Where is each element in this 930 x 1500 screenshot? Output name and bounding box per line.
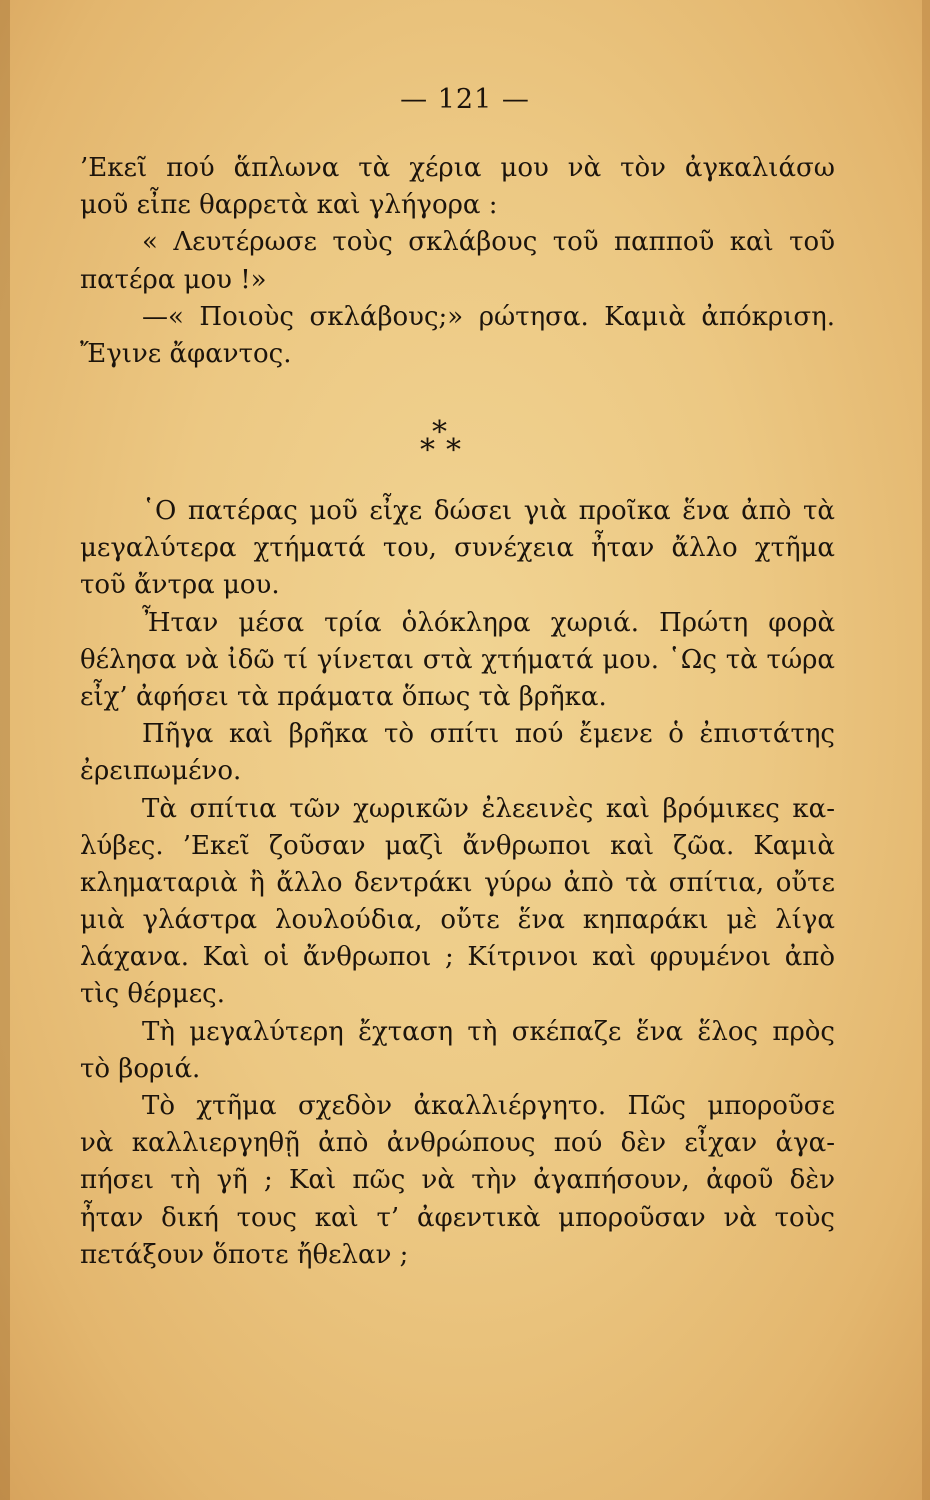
text-line: Πῆγα καὶ βρῆκα τὸ σπίτι πού ἔμενε ὁ ἐπιστάτης — [142, 719, 835, 750]
text-line: Τὴ μεγαλύτερη ἔχταση τὴ σκέπαζε ἕνα ἕλος πρὸς — [142, 1016, 835, 1047]
text-line: τὸ βοριά. — [80, 1053, 201, 1084]
text-line: « Λευτέρωσε τοὺς σκλάβους τοῦ παπποῦ καὶ τοῦ — [142, 227, 835, 258]
text-line: ῾Ο πατέρας μοῦ εἶχε δώσει γιὰ προῖκα ἕνα ἀπὸ τὰ — [142, 496, 835, 526]
asterism-star: * — [446, 433, 461, 468]
text-line: πήσει τὴ γῆ ; Καὶ πῶς νὰ τὴν ἀγαπήσουν, ἀφοῦ δὲν — [80, 1165, 835, 1196]
section-separator — [420, 415, 461, 468]
text-line: Τὰ σπίτια τῶν χωρικῶν ἐλεεινὲς καὶ βρόμικες κα- — [142, 793, 835, 824]
text-line: θέλησα νὰ ἰδῶ τί γίνεται στὰ χτήματά μου. ῾Ως τὰ τώρα — [80, 644, 835, 675]
text-line: Ἦταν μέσα τρία ὁλόκληρα χωριά. Πρώτη φορὰ — [142, 607, 835, 638]
text-line: —« Ποιοὺς σκλάβους;» ρώτησα. Καμιὰ ἀπόκριση. — [142, 301, 835, 332]
text-line: Ἔγινε ἄφαντος. — [80, 338, 292, 369]
text-line: ἦταν δική τους καὶ τ’ ἀφεντικὰ μποροῦσαν νὰ τοὺς — [80, 1202, 835, 1233]
text-line: ’Εκεῖ πού ἅπλωνα τὰ χέρια μου νὰ τὸν ἀγκαλιάσω — [80, 153, 835, 183]
text-line: μεγαλύτερα χτήματά του, συνέχεια ἦταν ἄλλο χτῆμα — [80, 533, 835, 564]
text-line: λάχανα. Καὶ οἱ ἄνθρωποι ; Κίτρινοι καὶ φρυμένοι ἀπὸ — [80, 942, 835, 973]
text-line: πατέρα μου !» — [80, 264, 267, 295]
asterism-star: * — [432, 415, 447, 450]
text-line: Τὸ χτῆμα σχεδὸν ἀκαλλιέργητο. Πῶς μποροῦσε — [142, 1091, 835, 1121]
text-block-bottom — [80, 493, 835, 1274]
text-line: μιὰ γλάστρα λουλούδια, οὔτε ἕνα κηπαράκι μὲ λίγα — [80, 905, 835, 936]
text-line: μοῦ εἶπε θαρρετὰ καὶ γλήγορα : — [80, 190, 498, 221]
text-line: τοῦ ἄντρα μου. — [80, 570, 280, 601]
text-block-top — [80, 150, 835, 373]
asterism-star: * — [420, 433, 435, 468]
text-line: πετάξουν ὅποτε ἤθελαν ; — [80, 1239, 409, 1270]
text-line: κληματαριὰ ἢ ἄλλο δεντράκι γύρω ἀπὸ τὰ σπίτια, οὔτε — [80, 867, 835, 898]
text-line: εἶχ’ ἀφήσει τὰ πράματα ὅπως τὰ βρῆκα. — [80, 681, 607, 712]
text-line: ἐρειπωμένο. — [80, 756, 242, 787]
text-line: νὰ καλλιεργηθῇ ἀπὸ ἀνθρώπους πού δὲν εἶχαν ἀγα- — [80, 1128, 835, 1159]
text-line: τὶς θέρμες. — [80, 979, 226, 1010]
page-number: — 121 — — [400, 84, 530, 115]
text-line: λύβες. ’Εκεῖ ζοῦσαν μαζὶ ἄνθρωποι καὶ ζῶα. Καμιὰ — [80, 830, 835, 861]
